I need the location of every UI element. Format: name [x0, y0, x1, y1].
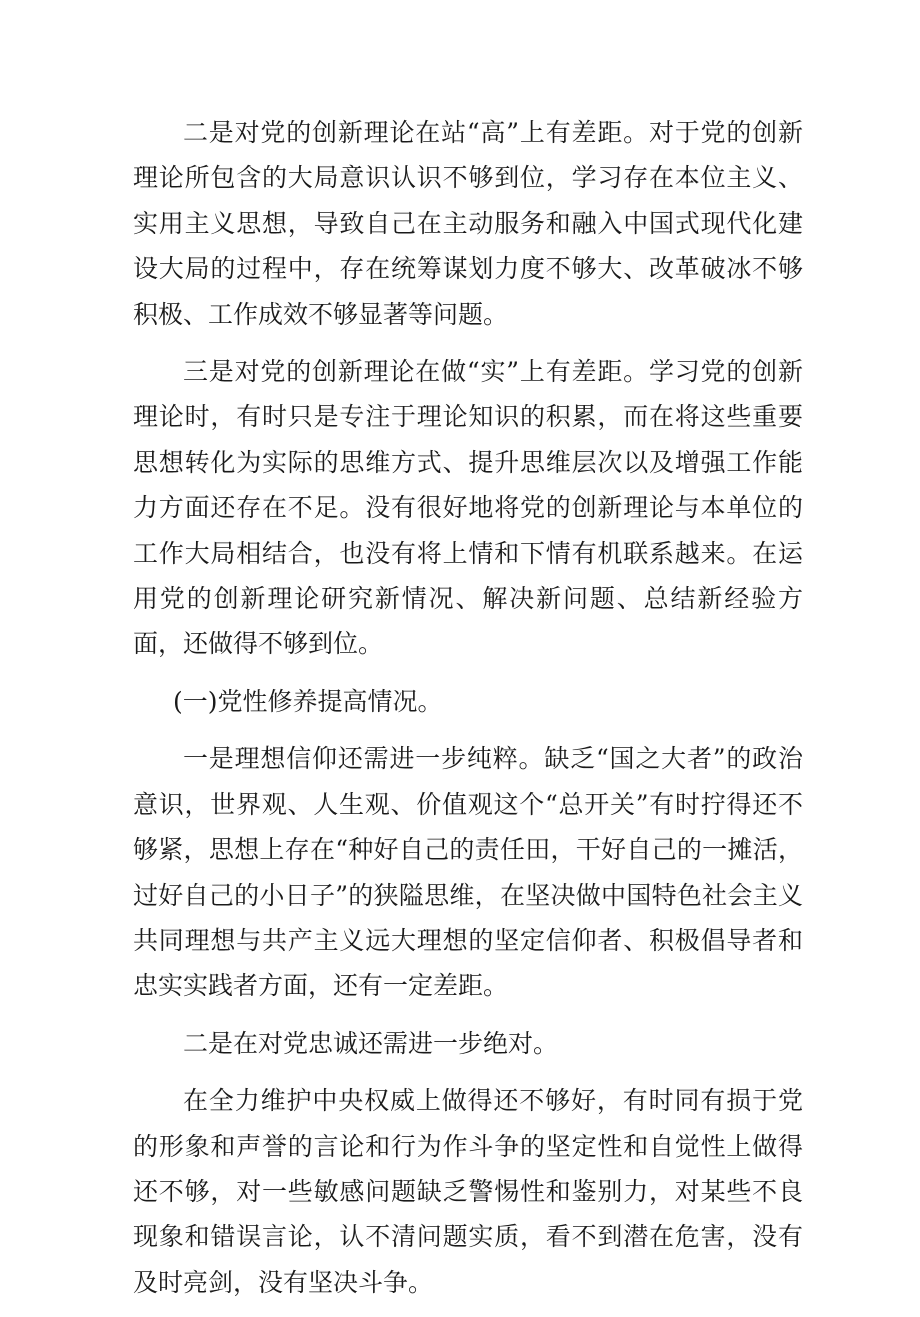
paragraph-2: 三是对党的创新理论在做“实”上有差距。学习党的创新理论时，有时只是专注于理论知识的积累，而在将这些重要思想转化为实际的思维方式、提升思维层次以及增强工作能力方面还存在不足。没有很好地将党的创新理论与本单位的工作大局相结合，也没有将上情和下情有机联系越来。在运用党的创新理论研究新情况、解决新问题、总结新经验方面，还做得不够到位。 — [133, 357, 803, 659]
paragraph-5: 在全力维护中央权威上做得还不够好，有时同有损于党的形象和声誉的言论和行为作斗争的坚定性和自觉性上做得还不够，对一些敏感问题缺乏警惕性和鉴别力，对某些不良现象和错误言论，认不清问题实质，看不到潜在危害，没有及时亮剑，没有坚决斗争。 — [133, 1086, 803, 1297]
section-heading: (一)党性修养提高情况。 — [173, 686, 443, 716]
paragraph-4: 二是在对党忠诚还需进一步绝对。 — [183, 1028, 559, 1058]
document-body — [133, 110, 803, 1317]
paragraph-3: 一是理想信仰还需进一步纯粹。缺乏“国之大者”的政治意识，世界观、人生观、价值观这个“总开关”有时拧得还不够紧，思想上存在“种好自己的责任田，干好自己的一摊活，过好自己的小日子”的狭隘思维，在坚决做中国特色社会主义共同理想与共产主义远大理想的坚定信仰者、积极倡导者和忠实实践者方面，还有一定差距。 — [133, 744, 803, 1001]
paragraph-1: 二是对党的创新理论在站“高”上有差距。对于党的创新理论所包含的大局意识认识不够到位，学习存在本位主义、实用主义思想，导致自己在主动服务和融入中国式现代化建设大局的过程中，存在统筹谋划力度不够大、改革破冰不够积极、工作成效不够显著等问题。 — [133, 118, 803, 329]
